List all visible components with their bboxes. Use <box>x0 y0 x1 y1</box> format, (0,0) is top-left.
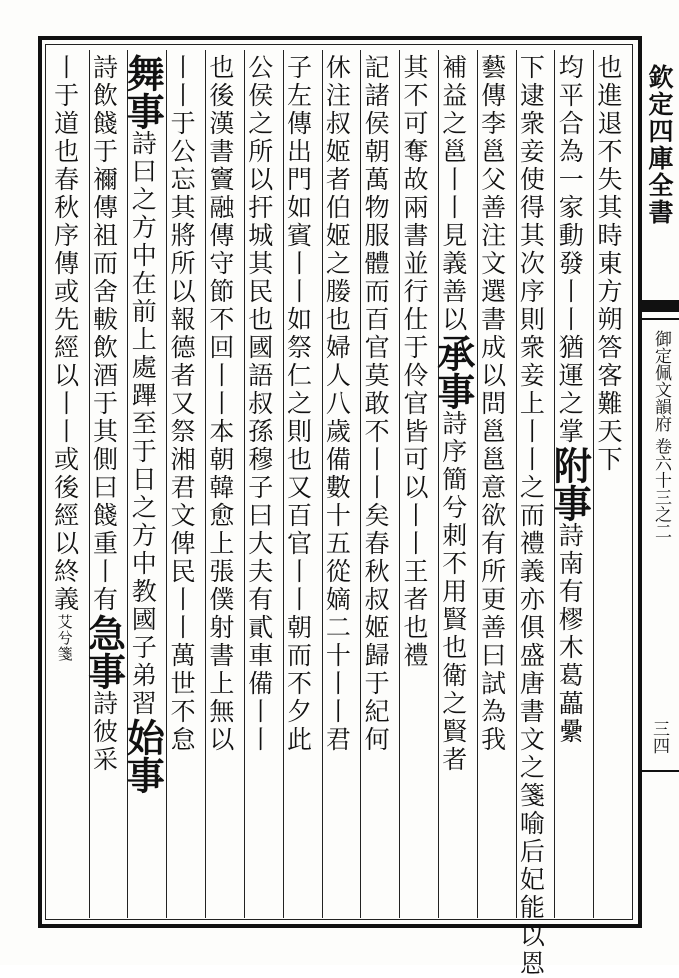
column-text <box>81 54 128 914</box>
column-text <box>50 54 89 914</box>
page-number: 三四 <box>649 720 669 754</box>
heading-note: 詩序簡兮刺不用賢也衛之賢者 <box>438 410 468 774</box>
column-text <box>547 54 593 914</box>
text-column <box>205 50 244 918</box>
heading-cheng-shi: 承事 <box>430 334 476 410</box>
heading-wu-shi: 舞事 <box>120 54 166 130</box>
heading-note: 詩南有樛木葛藟纍 <box>555 522 585 746</box>
text-column <box>244 50 283 918</box>
column-text-main: 下逮衆妾使得其次序則衆妾上丨丨之而禮義亦俱盛唐書文 <box>516 54 546 754</box>
column-text <box>120 54 166 914</box>
column-text <box>400 54 438 914</box>
column-text: 子左傳出門如賓丨丨如祭仁之則也又百官丨丨朝而不夕此 <box>283 54 313 754</box>
column-text-main: 其不可奪故兩書並行 <box>399 54 429 306</box>
fishtail-mark <box>642 300 679 312</box>
text-columns <box>50 50 632 978</box>
book-title: 欽定四庫全書 <box>645 64 674 226</box>
text-column <box>593 50 632 918</box>
column-text <box>430 54 477 914</box>
column-text: 休注叔姬者伯姬之媵也婦人八歲備數十五從嫡二十丨丨君 <box>322 54 352 754</box>
text-column <box>81 50 128 918</box>
heading-subnote: 艾兮箋 <box>55 614 74 662</box>
heading-fu-shi: 附事 <box>547 446 593 522</box>
heading-shi-shi: 始事 <box>120 718 166 794</box>
text-column <box>50 50 89 918</box>
margin-rule <box>640 36 641 928</box>
text-column <box>120 50 166 918</box>
text-column <box>283 50 322 918</box>
column-text: 記諸侯朝萬物服體而百官莫敢不丨丨矣春秋叔姬歸于紀何 <box>361 54 391 754</box>
column-text: 藝傳李邕父善注文選書成以問邕邕意欲有所更善曰試為我 <box>477 54 507 754</box>
column-text-main: 詩飲餞于禰傳祖而舍軷飲酒于其側曰餞重丨有 <box>89 54 119 614</box>
heading-note: 詩彼采 <box>89 690 119 774</box>
column-text-main: 補益之邕丨丨見義善 <box>438 54 468 306</box>
heading-note: 詩曰之方中在前上處蹕至于日之方中教國子弟習 <box>128 130 158 718</box>
column-text: 丨丨于公忘其將所以報德者又祭湘君文俾民丨丨萬世不怠 <box>167 54 197 754</box>
column-text-main: 丨于道也春秋序傳或先經以丨丨或後經以終義 <box>50 54 80 614</box>
page-number-rule <box>642 770 679 772</box>
column-text: 公侯之所以扞城其民也國語叔孫穆子曰大夫有貳車備丨丨 <box>244 54 274 754</box>
fishtail-rule <box>642 318 679 320</box>
text-column <box>547 50 593 918</box>
column-text <box>516 54 555 978</box>
heading-subnote: 之箋喻后妃能以恩 <box>516 754 546 978</box>
volume-label: 御定佩文韻府 卷六十三之二 <box>651 330 671 540</box>
heading-subnote: 仕于伶官皆可以丨丨王者也禮 <box>399 306 429 670</box>
text-column <box>322 50 361 918</box>
column-text: 也進退不失其時東方朔答客難天下 <box>594 54 623 474</box>
text-column <box>360 50 399 918</box>
heading-lead: 以 <box>438 306 468 334</box>
text-column <box>516 50 555 978</box>
text-column <box>399 50 438 918</box>
column-text-main: 均平合為一家動發丨丨猶運之掌 <box>555 54 585 446</box>
text-column <box>430 50 477 918</box>
text-column <box>477 50 516 918</box>
heading-ji-shi: 急事 <box>81 614 127 690</box>
column-text: 也後漢書竇融傳守節不回丨丨本朝韓愈上張僕射書上無以 <box>205 54 235 754</box>
text-column <box>166 50 205 918</box>
